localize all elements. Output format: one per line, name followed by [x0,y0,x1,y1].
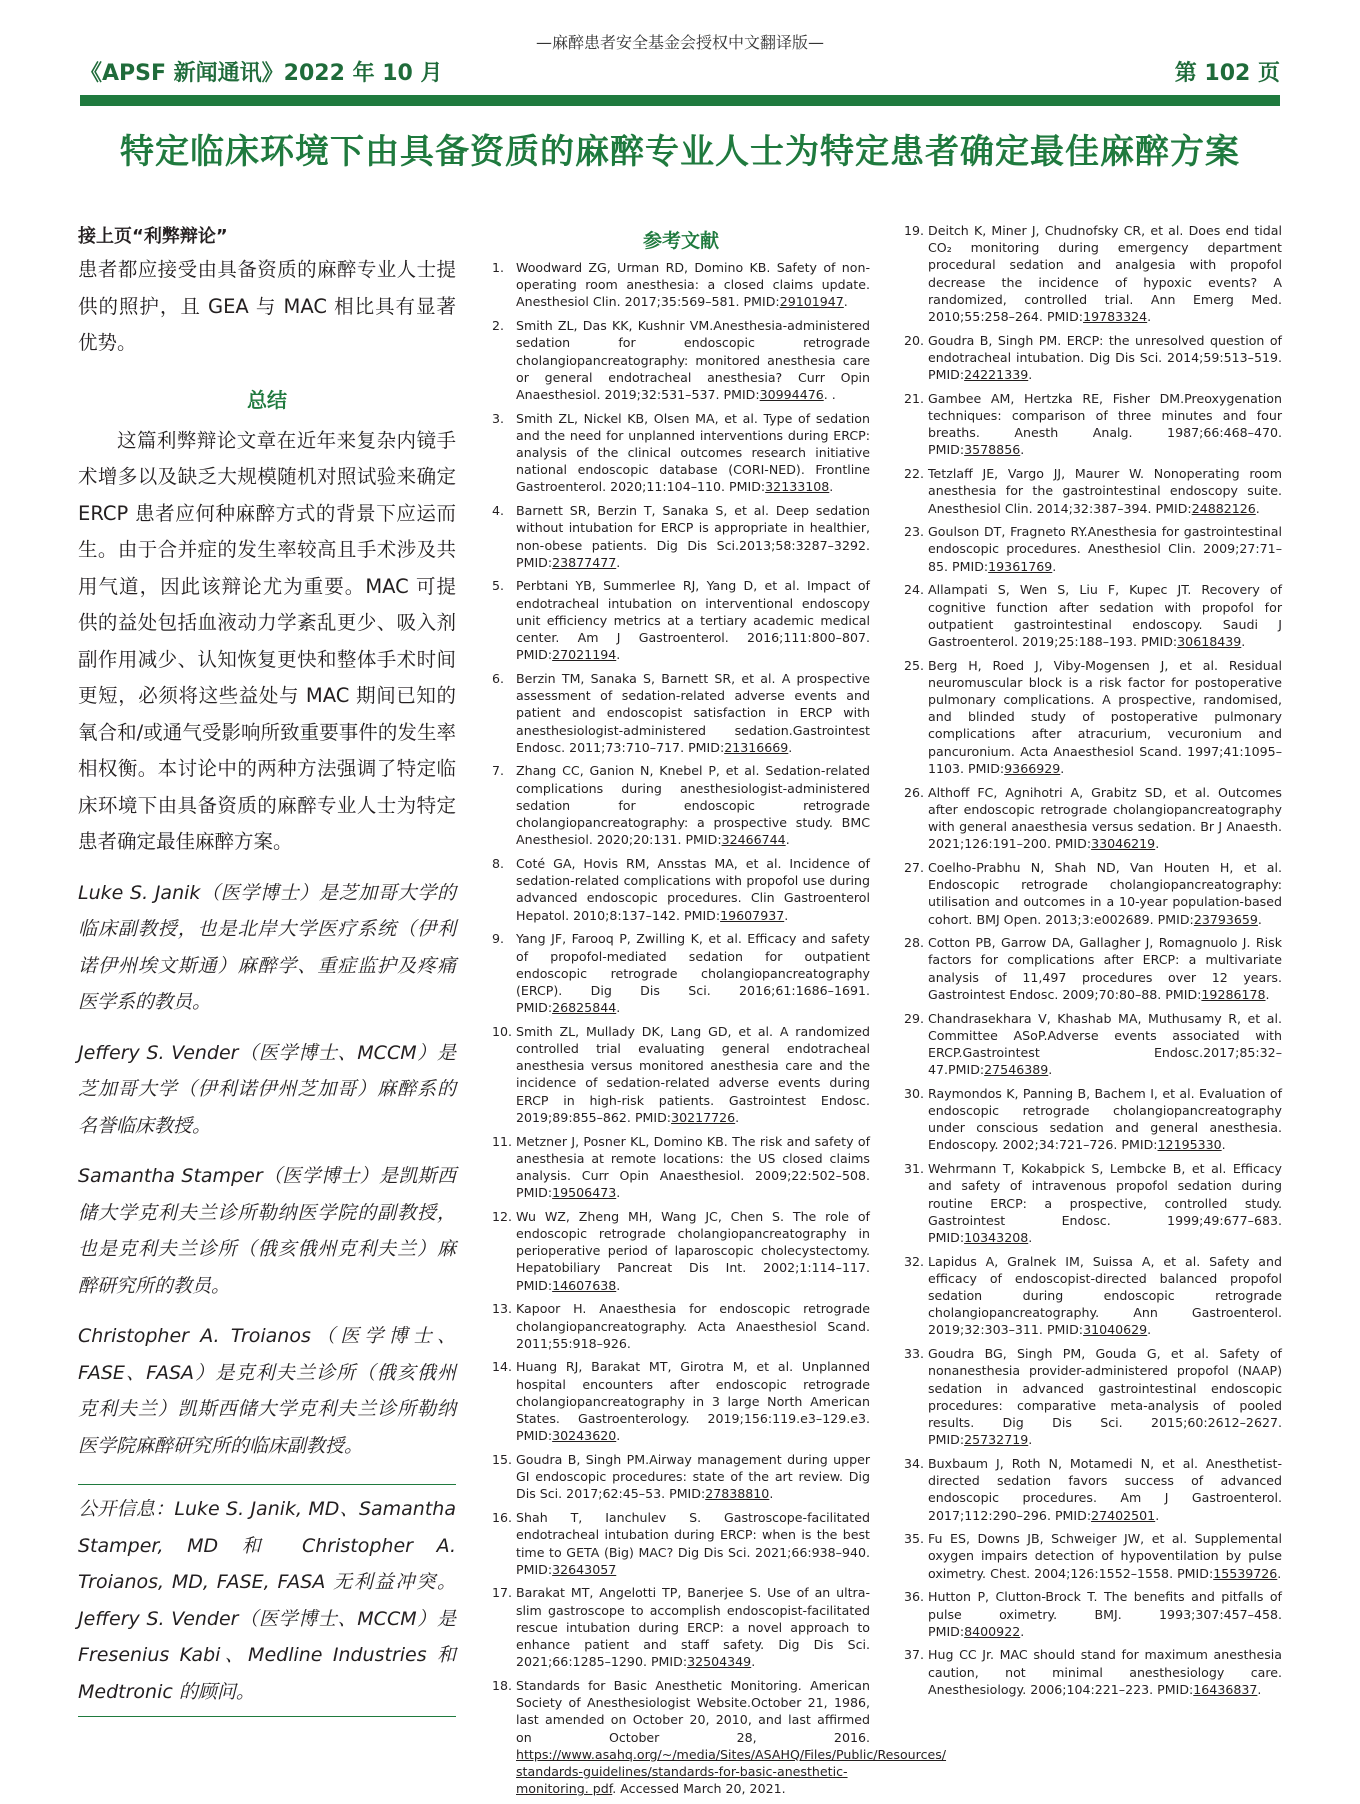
reference-item [492,762,870,848]
reference-number: 11. [492,1133,513,1149]
pmid-link[interactable]: 33046219 [1091,836,1156,852]
reference-item [492,1509,870,1578]
summary-heading: 总结 [247,387,287,412]
reference-number: 35. [904,1531,925,1547]
reference-number: 22. [904,466,925,482]
reference-tail: . [1020,1623,1025,1639]
disclosure-rule-top [78,1484,456,1485]
reference-number: 24. [904,582,925,598]
reference-text: Wehrmann T, Kokabpick S, Lembcke B, et al. Efficacy and safety of intravenous propofol sedation during routine ERCP: a prospective, controlled study. Gastrointest Endosc. 1999;49:677–683. PMID: [928,1161,1282,1245]
reference-tail: . [843,294,848,310]
reference-number: 2. [492,318,505,334]
pmid-link[interactable]: 24882126 [1191,500,1256,516]
reference-number: 21. [904,390,925,406]
pmid-link[interactable]: 16436837 [1193,1681,1258,1697]
reference-number: 16. [492,1510,513,1526]
pmid-link[interactable]: 10343208 [964,1229,1029,1245]
reference-number: 20. [904,332,925,348]
reference-item [904,523,1282,575]
reference-text: Chandrasekhara V, Khashab MA, Muthusamy R, et al. Committee ASoP.Adverse events associated with ERCP.Gastrointest Endosc.2017;85:32–47.PMID: [928,1010,1282,1078]
reference-number: 17. [492,1585,513,1601]
pmid-link[interactable]: 30217726 [671,1109,736,1125]
reference-number: 27. [904,859,925,875]
pmid-link[interactable]: 21316669 [724,739,789,755]
reference-item [492,410,870,496]
reference-number: 34. [904,1455,925,1471]
page-number: 第 102 页 [1174,61,1280,86]
reference-text: Standards for Basic Anesthetic Monitoring. American Society of Anesthesiologist Website.October 21, 1986, last amended on October 20, 2010, and last affirmed on October 28, 2016. [516,1677,870,1745]
continued-label: 接上页“利弊辩论” [78,226,228,247]
pmid-link[interactable]: 3578856 [964,442,1021,458]
pmid-link[interactable]: 9366929 [1004,760,1061,776]
reference-text: Goulson DT, Fragneto RY.Anesthesia for gastrointestinal endoscopic procedures. Anesthesiol Clin. 2009;27:71–85. PMID: [928,524,1282,574]
pmid-link[interactable]: 23877477 [552,554,617,570]
reference-text: Althoff FC, Agnihotri A, Grabitz SD, et al. Outcomes after endoscopic retrograde cholangiopancreatography with general anaesthesia versus sedation. Br J Anaesth. 2021;126:191–200. PMID: [928,784,1282,852]
reference-tail: . [1155,836,1160,852]
reference-item [492,1023,870,1126]
reference-number: 4. [492,503,505,519]
summary-paragraph: 这篇利弊辩论文章在近年来复杂内镜手术增多以及缺乏大规模随机对照试验来确定 ERCP 患者应何种麻醉方式的背景下应运而生。由于合并症的发生率较高且手术涉及共用气道，因此该辩论尤为重要。MAC 可提供的益处包括血液动力学紊乱更少、吸入剂副作用减少、认知恢复更快和整体手术时间更短，必须将这些益处与 MAC 期间已知的氧合和/或通气受影响所致重要事件的发生率相权衡。本讨论中的两种方法强调了特定临床环境下由具备资质的麻醉专业人士为特定患者确定最佳麻醉方案。 [78,428,456,853]
references-list-a [492,259,947,1797]
reference-text: Raymondos K, Panning B, Bachem I, et al. Evaluation of endoscopic retrograde cholangiopancreatography under conscious sedation and general anesthesia. Endoscopy. 2002;34:721–726. PMID: [928,1085,1282,1153]
reference-tail: . [616,1000,621,1016]
pmid-link[interactable]: 32643057 [552,1561,617,1577]
reference-tail: . [1052,558,1057,574]
reference-text: Buxbaum J, Roth N, Motamedi N, et al. Anesthetist-directed sedation favors success of advanced endoscopic procedures. Am J Gastroenterol. 2017;112:290–296. PMID: [928,1455,1282,1523]
disclosure-rule-bottom [78,1716,456,1717]
header-rule [80,95,1280,106]
left-column [78,222,456,1717]
pmid-link[interactable]: 8400922 [964,1623,1021,1639]
reference-item [492,577,870,663]
reference-item [904,465,1282,517]
reference-text: Kapoor H. Anaesthesia for endoscopic retrograde cholangiopancreatography. Acta Anaesthesiol Scand. 2011;55:918–926. [516,1301,870,1351]
pmid-link[interactable]: 27838810 [705,1486,770,1502]
reference-number: 5. [492,578,505,594]
reference-item [904,1646,1282,1698]
reference-text: Gambee AM, Hertzka RE, Fisher DM.Preoxygenation techniques: comparison of three minutes and four breaths. Anesth Analg. 1987;66:468–470. PMID: [928,390,1282,458]
reference-number: 30. [904,1085,925,1101]
pmid-link[interactable]: 30994476 [759,386,824,402]
pmid-link[interactable]: 19286178 [1201,986,1266,1002]
reference-tail: . [1277,1565,1282,1581]
author-bio: Luke S. Janik（医学博士）是芝加哥大学的临床副教授，也是北岸大学医疗系统（伊利诺伊州埃文斯通）麻醉学、重症监护及疼痛医学系的教员。 [78,881,456,1013]
disclosure-text: 公开信息：Luke S. Janik, MD、Samantha Stamper, MD 和 Christopher A. Troianos, MD, FASE, FASA 无利益冲突。Jeffery S. Vender（医学博士、MCCM）是 Fresenius Kabi、Medline Industries 和 Medtronic 的顾问。 [78,1498,456,1703]
reference-item [904,859,1282,928]
reference-item [904,1455,1282,1524]
reference-tail: . [1265,986,1270,1002]
reference-number: 37. [904,1647,925,1663]
references-heading: 参考文献 [642,230,719,252]
reference-text: Goudra B, Singh PM.Airway management during upper GI endoscopic procedures: state of the art review. Dig Dis Sci. 2017;62:45–53. PMID: [516,1452,870,1502]
reference-tail: . [829,479,834,495]
pmid-link[interactable]: 27021194 [552,647,617,663]
reference-text: Berzin TM, Sanaka S, Barnett SR, et al. A prospective assessment of sedation-related adverse events and patient and endoscopist satisfaction in ERCP with anesthesiologist-administered sedation.Gastrointest Endosc. 2011;73:710–717. PMID: [516,670,870,755]
reference-item [492,1300,870,1352]
reference-item [492,1133,870,1202]
reference-text: Coté GA, Hovis RM, Ansstas MA, et al. Incidence of sedation-related complications with propofol use during advanced endoscopic procedures. Clin Gastroenterol Hepatol. 2010;8:137–142. PMID: [516,856,870,923]
reference-tail: . [1020,442,1025,458]
pmid-link[interactable]: 32133108 [765,479,830,495]
reference-text: Huang RJ, Barakat MT, Girotra M, et al. Unplanned hospital encounters after endoscopic retrograde cholangiopancreatography in 3 large North American States. Gastroenterology. 2019;156:119.e3–129.e3. PMID: [516,1359,870,1444]
reference-text: Fu ES, Downs JB, Schweiger JW, et al. Supplemental oxygen impairs detection of hypoventilation by pulse oximetry. Chest. 2004;126:1552–1558. PMID: [928,1531,1282,1581]
reference-item [492,1584,870,1670]
reference-number: 31. [904,1161,925,1177]
reference-tail: . [1048,1062,1053,1078]
reference-tail: . [1257,1681,1262,1697]
pmid-link[interactable]: 27402501 [1091,1507,1156,1523]
reference-tail: . [769,1486,774,1502]
reference-item [492,1358,870,1444]
pmid-link[interactable]: 19361769 [988,558,1053,574]
reference-text: Coelho-Prabhu N, Shah ND, Van Houten H, et al. Endoscopic retrograde cholangiopancreatography: utilisation and outcomes in a 10-year population-based cohort. BMJ Open. 2013;3:e002689. PMID: [928,859,1282,927]
reference-text: Goudra B, Singh PM. ERCP: the unresolved question of endotracheal intubation. Dig Dis Sci. 2014;59:513–519. PMID: [928,332,1282,383]
pmid-link[interactable]: 23793659 [1193,911,1258,927]
author-bio: Samantha Stamper（医学博士）是凯斯西储大学克利夫兰诊所勒纳医学院的副教授，也是克利夫兰诊所（俄亥俄州克利夫兰）麻醉研究所的教员。 [78,1165,456,1297]
reference-number: 13. [492,1301,513,1317]
article-title: 特定临床环境下由具备资质的麻醉专业人士为特定患者确定最佳麻醉方案 [120,132,1240,172]
intro-paragraph: 患者都应接受由具备资质的麻醉专业人士提供的照护，且 GEA 与 MAC 相比具有显著优势。 [78,258,456,354]
reference-item [492,1451,870,1503]
reference-tail: . [1241,633,1246,649]
reference-item [492,1208,870,1294]
reference-tail: . [751,1654,756,1670]
reference-number: 26. [904,784,925,800]
reference-number: 15. [492,1452,513,1467]
reference-item [904,784,1282,853]
references-column-right [904,222,1282,1705]
references-list-b [904,222,1282,1698]
reference-item [492,502,870,571]
reference-text: Woodward ZG, Urman RD, Domino KB. Safety of non-operating room anesthesia: a closed claims update. Anesthesiol Clin. 2017;35:569–581. PMID: [516,260,870,310]
translation-note: —麻醉患者安全基金会授权中文翻译版— [535,33,824,52]
reference-tail: . [616,647,621,663]
reference-item [904,390,1282,459]
pmid-link[interactable]: 25732719 [964,1432,1029,1448]
reference-item [904,1253,1282,1339]
reference-number: 14. [492,1359,513,1375]
pmid-link[interactable]: 29101947 [779,294,844,310]
pmid-link[interactable]: 19783324 [1083,309,1148,325]
reference-tail: . [784,907,789,923]
reference-item [492,317,870,403]
reference-tail: . Accessed March 20, 2021. [612,1781,786,1797]
reference-number: 25. [904,657,925,673]
reference-text: Deitch K, Miner J, Chudnofsky CR, et al. Does end tidal CO₂ monitoring during emergency department procedural sedation and analgesia with propofol decrease the incidence of hypoxic events? A randomized, controlled trial. Ann Emerg Med. 2010;55:258–264. PMID: [928,223,1282,325]
reference-text: Smith ZL, Mullady DK, Lang GD, et al. A randomized controlled trial evaluating general endotracheal anesthesia versus monitored anesthesia care and the incidence of sedation-related adverse events during ERCP in high-risk patients. Gastrointest Endosc. 2019;89:855–862. PMID: [516,1023,870,1125]
pmid-link[interactable]: 31040629 [1083,1322,1148,1338]
reference-tail: . [785,832,790,848]
reference-text: Barnett SR, Berzin T, Sanaka S, et al. Deep sedation without intubation for ERCP is appropriate in healthier, non-obese patients. Dig Dis Sci.2013;58:3287–3292. PMID: [516,503,870,570]
reference-number: 7. [492,763,505,779]
reference-item [904,1345,1282,1448]
pmid-link[interactable]: 26825844 [552,1000,617,1016]
reference-text: Zhang CC, Ganion N, Knebel P, et al. Sedation-related complications during anesthesiologist-administered sedation for endoscopic retrograde cholangiopancreatography: a prospective study. BMC Anesthesiol. 2020;20:131. PMID: [516,763,870,848]
reference-number: 9. [492,931,505,947]
reference-tail: . [616,1428,621,1444]
reference-text: Berg H, Roed J, Viby-Mogensen J, et al. Residual neuromuscular block is a risk factor for postoperative pulmonary complications. A prospective, randomised, and blinded study of postoperative pulmonary complications after atracurium, vecuronium and pancuronium. Acta Anaesthesiol Scand. 1997;41:1095–1103. PMID: [928,657,1282,776]
reference-number: 12. [492,1208,513,1224]
reference-number: 6. [492,670,505,686]
reference-item [492,855,870,924]
reference-tail: . [1221,1137,1226,1153]
pmid-link[interactable]: 12195330 [1157,1137,1222,1153]
reference-tail: . [1147,309,1152,325]
reference-item [904,1530,1282,1582]
reference-item [904,332,1282,384]
reference-item [904,1588,1282,1640]
reference-text: Smith ZL, Nickel KB, Olsen MA, et al. Type of sedation and the need for unplanned interventions during ERCP: analysis of the clinical outcomes research initiative national endoscopic database (CORI-NED). Frontline Gastroenterol. 2020;11:104–110. PMID: [516,410,870,495]
pmid-link[interactable]: 32466744 [721,832,786,848]
pmid-link[interactable]: 19607937 [720,907,785,923]
reference-number: 1. [492,260,505,275]
reference-number: 10. [492,1023,513,1039]
reference-number: 32. [904,1253,925,1269]
reference-item [492,1677,947,1797]
reference-text: Lapidus A, Gralnek IM, Suissa A, et al. Safety and efficacy of endoscopist-directed balanced propofol sedation during endoscopic retrograde cholangiopancreatography. Ann Gastroenterol. 2019;32:303–311. PMID: [928,1253,1282,1338]
reference-number: 3. [492,410,505,426]
reference-item [904,934,1282,1003]
pmid-link[interactable]: 32504349 [687,1654,752,1670]
reference-number: 23. [904,524,925,540]
reference-number: 8. [492,856,505,871]
reference-text: Shah T, Ianchulev S. Gastroscope-facilitated endotracheal intubation during ERCP: when is the best time to GETA (Big) MAC? Dig Dis Sci. 2021;66:938–940. PMID: [516,1510,870,1577]
reference-text: Metzner J, Posner KL, Domino KB. The risk and safety of anesthesia at remote locations: the US closed claims analysis. Curr Opin Anaesthesiol. 2009;22:502–508. PMID: [516,1133,870,1201]
pmid-link[interactable]: 19506473 [552,1185,617,1201]
pmid-link[interactable]: 27546389 [984,1062,1049,1078]
reference-text: Smith ZL, Das KK, Kushnir VM.Anesthesia-administered sedation for endoscopic retrograde cholangiopancreatography: monitored anesthesia care or general endotracheal anesthesia? Curr Opin Anaesthesiol. 2019;32:531–537. PMID: [516,318,870,402]
reference-text: Barakat MT, Angelotti TP, Banerjee S. Use of an ultra-slim gastroscope to accomplish endoscopist-facilitated rescue intubation during ERCP: a novel approach to enhance patient and staff safety. Dig Dis Sci. 2021;66:1285–1290. PMID: [516,1585,870,1670]
reference-item [904,222,1282,325]
pmid-link[interactable]: 30618439 [1177,633,1242,649]
reference-tail: . [1155,1507,1160,1523]
reference-tail: . [1257,911,1262,927]
reference-item [904,1010,1282,1079]
reference-text: Hutton P, Clutton-Brock T. The benefits and pitfalls of pulse oximetry. BMJ. 1993;307:457–458. PMID: [928,1589,1282,1639]
reference-number: 29. [904,1010,925,1026]
reference-item [492,259,870,311]
author-bio: Christopher A. Troianos（医学博士、FASE、FASA）是克利夫兰诊所（俄亥俄州克利夫兰）凯斯西储大学克利夫兰诊所勒纳医学院麻醉研究所的临床副教授。 [78,1325,456,1457]
reference-item [492,670,870,756]
reference-item [492,930,870,1016]
reference-text: Yang JF, Farooq P, Zwilling K, et al. Efficacy and safety of propofol-mediated sedation for outpatient endoscopic retrograde cholangiopancreatography (ERCP). Dig Dis Sci. 2016;61:1686–1691. PMID: [516,931,870,1016]
reference-number: 28. [904,935,925,951]
reference-tail: . [616,554,621,570]
reference-text: Cotton PB, Garrow DA, Gallagher J, Romagnuolo J. Risk factors for complications after ERCP: a multivariate analysis of 11,497 procedures over 12 years. Gastrointest Endosc. 2009;70:80–88. PMID: [928,935,1282,1002]
reference-tail: . [1028,1229,1033,1245]
reference-tail: . [1060,760,1065,776]
issue-label: 《APSF 新闻通讯》2022 年 10 月 [80,61,443,86]
reference-text: Allampati S, Wen S, Liu F, Kupec JT. Recovery of cognitive function after sedation with propofol for outpatient gastrointestinal endoscopy. Saudi J Gastroenterol. 2019;25:188–193. PMID: [928,582,1282,649]
reference-text: Perbtani YB, Summerlee RJ, Yang D, et al. Impact of endotracheal intubation on interventional endoscopy unit efficiency metrics at a tertiary academic medical center. Am J Gastroenterol. 2016;111:800–807. PMID: [516,578,870,663]
pmid-link[interactable]: 30243620 [552,1428,617,1444]
reference-tail: . [735,1109,740,1125]
reference-tail: . [1028,1432,1033,1448]
reference-tail: . [1028,367,1033,383]
reference-text: Wu WZ, Zheng MH, Wang JC, Chen S. The role of endoscopic retrograde cholangiopancreatography in perioperative period of laparoscopic cholecystectomy. Hepatobiliary Pancreat Dis Int. 2002;1:114–117. PMID: [516,1208,870,1293]
reference-item [904,657,1282,777]
references-column-middle [492,222,947,1804]
reference-item [904,581,1282,650]
reference-text: Goudra BG, Singh PM, Gouda G, et al. Safety of nonanesthesia provider-administered propofol (NAAP) sedation in advanced gastrointestinal endoscopic procedures: comparative meta-analysis of pooled results. Dig Dis Sci. 2015;60:2612–2627. PMID: [928,1346,1282,1448]
reference-tail: . [616,1185,621,1201]
reference-tail: . [616,1277,621,1293]
pmid-link[interactable]: 24221339 [964,367,1029,383]
reference-tail: . [1255,500,1260,516]
pmid-link[interactable]: 14607638 [552,1277,617,1293]
reference-tail: . . [823,386,836,402]
reference-text: Hug CC Jr. MAC should stand for maximum anesthesia caution, not minimal anesthesiology care. Anesthesiology. 2006;104:221–223. PMID: [928,1647,1282,1697]
reference-tail: . [1147,1322,1152,1338]
reference-number: 33. [904,1346,925,1362]
reference-item [904,1085,1282,1154]
reference-text: Tetzlaff JE, Vargo JJ, Maurer W. Nonoperating room anesthesia for the gastrointestinal endoscopy suite. Anesthesiol Clin. 2014;32:387–394. PMID: [928,466,1282,516]
reference-tail: . [788,739,793,755]
reference-number: 18. [492,1677,513,1693]
reference-number: 19. [904,223,925,238]
author-bio: Jeffery S. Vender（医学博士、MCCM）是芝加哥大学（伊利诺伊州芝加哥）麻醉系的名誉临床教授。 [78,1041,456,1137]
pmid-link[interactable]: 15539726 [1213,1565,1278,1581]
pmid-link[interactable]: https://www.asahq.org/~/media/Sites/ASAHQ/Files/Public/Resources/ standards-guidelines/standards-for-basic-anesthetic-monitoring. pdf [516,1746,947,1797]
reference-item [904,1160,1282,1246]
reference-number: 36. [904,1589,925,1605]
